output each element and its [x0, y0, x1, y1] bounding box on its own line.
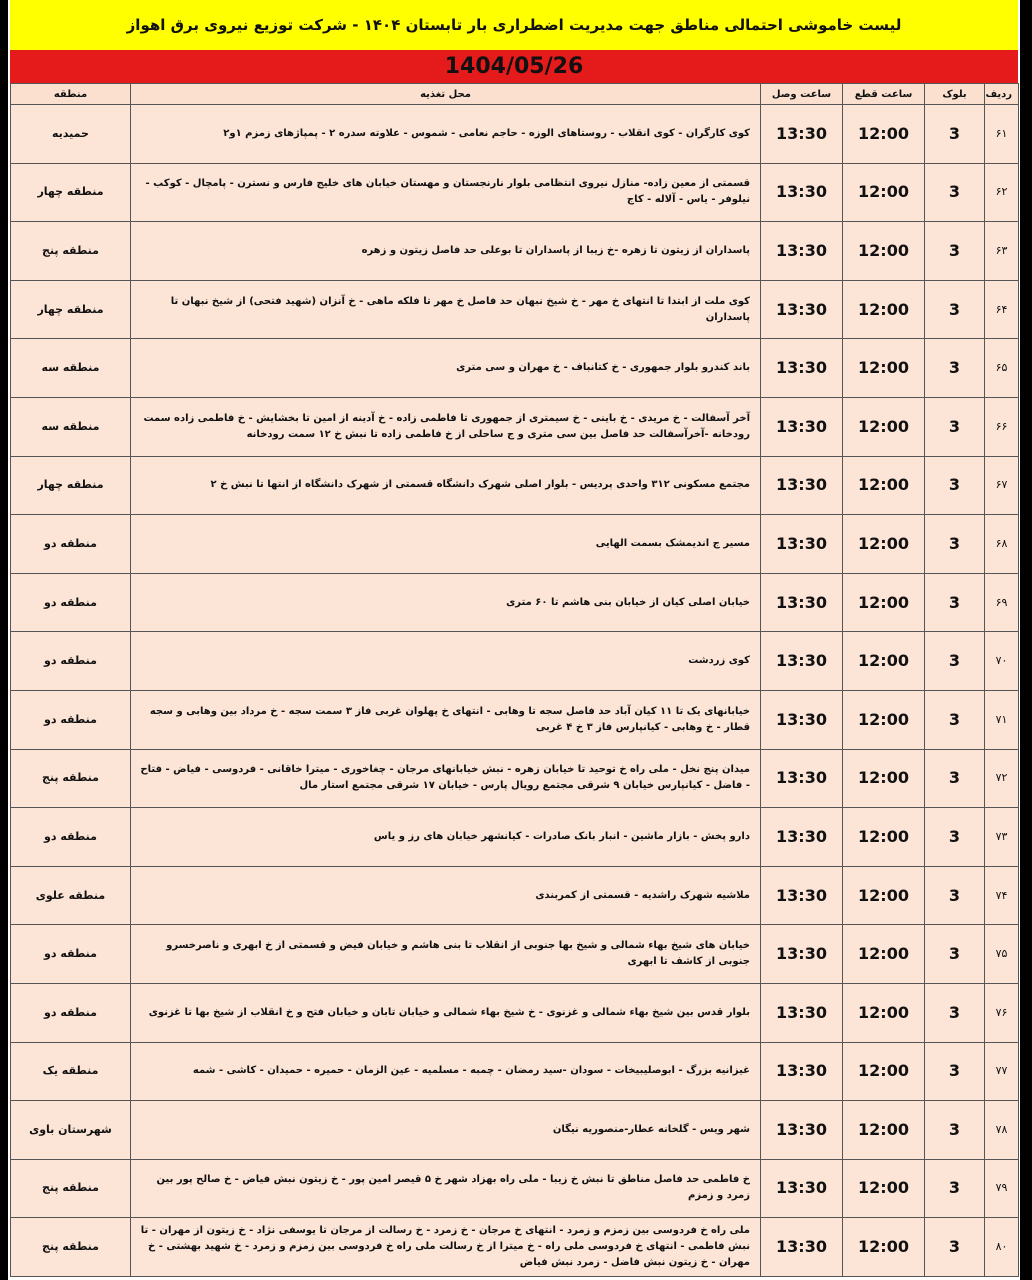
table-row — [11, 632, 1019, 691]
connect-time-cell: 13:30 — [761, 690, 843, 749]
table-row — [11, 925, 1019, 984]
table-row — [11, 1159, 1019, 1218]
connect-time-cell: 13:30 — [761, 1159, 843, 1218]
region-cell: منطقه سه — [11, 397, 131, 456]
cut-time-cell: 12:00 — [843, 632, 925, 691]
region-cell: منطقه چهار — [11, 163, 131, 222]
location-cell: مسیر ج اندیمشک بسمت الهایی — [131, 515, 761, 574]
block-cell: 3 — [925, 1218, 985, 1277]
row-number: ۷۶ — [985, 983, 1019, 1042]
row-number: ۷۴ — [985, 866, 1019, 925]
cut-time-cell: 12:00 — [843, 925, 925, 984]
cut-time-cell: 12:00 — [843, 456, 925, 515]
table-row — [11, 1218, 1019, 1277]
cut-time-cell: 12:00 — [843, 749, 925, 808]
block-cell: 3 — [925, 456, 985, 515]
location-cell: میدان پنج نخل - ملی راه خ توحید تا خیابان زهره - نبش خیابانهای مرجان - چغاخوری - میترا خاقانی - فردوسی - فیاض - فتاح - فاضل - کیانپارس خیابان ۹ شرقی مجتمع رویال پارس - خیابان ۱۷ شرقی مجتمع استار مال — [131, 749, 761, 808]
table-row — [11, 456, 1019, 515]
table-row — [11, 983, 1019, 1042]
cut-time-cell: 12:00 — [843, 1101, 925, 1160]
table-row — [11, 866, 1019, 925]
block-cell: 3 — [925, 632, 985, 691]
col-block-header: بلوک — [925, 84, 985, 105]
connect-time-cell: 13:30 — [761, 808, 843, 867]
cut-time-cell: 12:00 — [843, 866, 925, 925]
connect-time-cell: 13:30 — [761, 163, 843, 222]
table-row — [11, 749, 1019, 808]
table-row — [11, 808, 1019, 867]
cut-time-cell: 12:00 — [843, 339, 925, 398]
block-cell: 3 — [925, 163, 985, 222]
cut-time-cell: 12:00 — [843, 1218, 925, 1277]
table-row — [11, 105, 1019, 164]
connect-time-cell: 13:30 — [761, 925, 843, 984]
cut-time-cell: 12:00 — [843, 1159, 925, 1218]
region-cell: منطقه چهار — [11, 280, 131, 339]
location-cell: آخر آسفالت - خ مریدی - خ باینی - خ سیمتری از جمهوری تا فاطمی زاده - خ آدینه از امین تا بخشایش - خ فاطمی زاده سمت رودخانه -آخرآسفالت حد فاصل بین سی متری و ج ساحلی از خ فاطمی زاده تا نبش خ ۱۲ سمت رودخانه — [131, 397, 761, 456]
block-cell: 3 — [925, 749, 985, 808]
region-cell: منطقه دو — [11, 808, 131, 867]
location-cell: قسمتی از معین زاده- منازل نیروی انتظامی بلوار نارنجستان و مهستان خیابان های خلیج فارس و نسترن - پامچال - کوکب - نیلوفر - یاس - آلاله - کاج — [131, 163, 761, 222]
region-cell: منطقه یک — [11, 1042, 131, 1101]
block-cell: 3 — [925, 925, 985, 984]
cut-time-cell: 12:00 — [843, 1042, 925, 1101]
row-number: ۶۸ — [985, 515, 1019, 574]
location-cell: خیابان اصلی کیان از خیابان بنی هاشم تا ۶۰ متری — [131, 573, 761, 632]
schedule-sheet — [8, 0, 1020, 1280]
table-row — [11, 222, 1019, 281]
connect-time-cell: 13:30 — [761, 1101, 843, 1160]
cut-time-cell: 12:00 — [843, 163, 925, 222]
block-cell: 3 — [925, 983, 985, 1042]
connect-time-cell: 13:30 — [761, 866, 843, 925]
row-number: ۶۴ — [985, 280, 1019, 339]
date-banner: 1404/05/26 — [10, 50, 1018, 83]
location-cell: کوی زردشت — [131, 632, 761, 691]
cut-time-cell: 12:00 — [843, 105, 925, 164]
block-cell: 3 — [925, 222, 985, 281]
region-cell: منطقه سه — [11, 339, 131, 398]
region-cell: منطقه دو — [11, 515, 131, 574]
block-cell: 3 — [925, 866, 985, 925]
table-row — [11, 1101, 1019, 1160]
location-cell: خیابان های شیخ بهاء شمالی و شیخ بها جنوبی از انقلاب تا بنی هاشم و خیابان فیض و قسمتی از خ ابهری و ناصرخسرو جنوبی از کاشف تا ابهری — [131, 925, 761, 984]
col-connect-header: ساعت وصل — [761, 84, 843, 105]
cut-time-cell: 12:00 — [843, 222, 925, 281]
row-number: ۶۳ — [985, 222, 1019, 281]
cut-time-cell: 12:00 — [843, 690, 925, 749]
cut-time-cell: 12:00 — [843, 983, 925, 1042]
region-cell: شهرستان باوی — [11, 1101, 131, 1160]
region-cell: منطقه پنج — [11, 1159, 131, 1218]
row-number: ۷۵ — [985, 925, 1019, 984]
connect-time-cell: 13:30 — [761, 632, 843, 691]
block-cell: 3 — [925, 1101, 985, 1160]
connect-time-cell: 13:30 — [761, 1218, 843, 1277]
region-cell: منطقه چهار — [11, 456, 131, 515]
col-location-header: محل تغذیه — [131, 84, 761, 105]
table-row — [11, 1042, 1019, 1101]
location-cell: دارو پخش - بازار ماشین - انبار بانک صادرات - کیانشهر خیابان های رز و یاس — [131, 808, 761, 867]
region-cell: منطقه دو — [11, 573, 131, 632]
row-number: ۶۱ — [985, 105, 1019, 164]
region-cell: منطقه دو — [11, 983, 131, 1042]
table-row — [11, 339, 1019, 398]
table-row — [11, 690, 1019, 749]
location-cell: شهر ویس - گلخانه عطار-منصوریه نیگان — [131, 1101, 761, 1160]
block-cell: 3 — [925, 1042, 985, 1101]
connect-time-cell: 13:30 — [761, 573, 843, 632]
row-number: ۸۰ — [985, 1218, 1019, 1277]
location-cell: پاسداران از زیتون تا زهره -خ زیبا از پاسداران تا بوعلی حد فاصل زیتون و زهره — [131, 222, 761, 281]
block-cell: 3 — [925, 339, 985, 398]
block-cell: 3 — [925, 573, 985, 632]
table-row — [11, 515, 1019, 574]
connect-time-cell: 13:30 — [761, 222, 843, 281]
col-region-header: منطقه — [11, 84, 131, 105]
row-number: ۷۹ — [985, 1159, 1019, 1218]
cut-time-cell: 12:00 — [843, 808, 925, 867]
row-number: ۷۰ — [985, 632, 1019, 691]
row-number: ۷۷ — [985, 1042, 1019, 1101]
connect-time-cell: 13:30 — [761, 397, 843, 456]
block-cell: 3 — [925, 397, 985, 456]
region-cell: منطقه پنج — [11, 1218, 131, 1277]
location-cell: خیابانهای یک تا ۱۱ کیان آباد حد فاصل سجه تا وهابی - انتهای خ پهلوان غربی فاز ۳ سمت سجه - خ مرداد بین وهابی و سجه قطار - خ وهابی - کیانپارس فاز ۳ خ ۴ غربی — [131, 690, 761, 749]
connect-time-cell: 13:30 — [761, 339, 843, 398]
region-cell: منطقه علوی — [11, 866, 131, 925]
row-number: ۷۳ — [985, 808, 1019, 867]
connect-time-cell: 13:30 — [761, 456, 843, 515]
location-cell: باند کندرو بلوار جمهوری - خ کتانباف - خ مهران و سی متری — [131, 339, 761, 398]
block-cell: 3 — [925, 280, 985, 339]
row-number: ۷۱ — [985, 690, 1019, 749]
region-cell: منطقه دو — [11, 925, 131, 984]
page-title: لیست خاموشی احتمالی مناطق جهت مدیریت اضطراری بار تابستان ۱۴۰۴ - شرکت توزیع نیروی برق اهواز — [10, 0, 1018, 50]
row-number: ۶۶ — [985, 397, 1019, 456]
block-cell: 3 — [925, 808, 985, 867]
table-header-row — [11, 84, 1019, 105]
outage-table — [10, 83, 1019, 1277]
connect-time-cell: 13:30 — [761, 280, 843, 339]
location-cell: ملی راه خ فردوسی بین زمزم و زمرد - انتهای خ مرجان - خ زمرد - خ رسالت از مرجان تا یوسفی نژاد - خ زیتون از مهران - تا نبش فاطمی - انتهای خ فردوسی ملی راه - خ میترا از خ رسالت ملی راه خ فردوسی بین زمزم و زمرد - خ شهید بهشتی - خ مهران - خ زیتون نبش فاضل - زمرد نبش فیاض — [131, 1218, 761, 1277]
location-cell: مجتمع مسکونی ۳۱۲ واحدی پردیس - بلوار اصلی شهرک دانشگاه قسمتی از شهرک دانشگاه از انتها تا نبش خ ۲ — [131, 456, 761, 515]
cut-time-cell: 12:00 — [843, 573, 925, 632]
location-cell: ملاشیه شهرک راشدیه - قسمتی از کمربندی — [131, 866, 761, 925]
location-cell: بلوار قدس بین شیخ بهاء شمالی و غزنوی - خ شیخ بهاء شمالی و خیابان تابان و خیابان فتح و خ انقلاب از شیخ بها تا غزنوی — [131, 983, 761, 1042]
block-cell: 3 — [925, 1159, 985, 1218]
row-number: ۶۲ — [985, 163, 1019, 222]
location-cell: غیزانیه بزرگ - ابوصلیبیخات - سودان -سید رمضان - چمبه - مسلمیه - عین الزمان - حمیره - حمیدان - کاشی - شمه — [131, 1042, 761, 1101]
cut-time-cell: 12:00 — [843, 515, 925, 574]
row-number: ۶۹ — [985, 573, 1019, 632]
connect-time-cell: 13:30 — [761, 105, 843, 164]
table-row — [11, 573, 1019, 632]
connect-time-cell: 13:30 — [761, 515, 843, 574]
region-cell: منطقه پنج — [11, 222, 131, 281]
cut-time-cell: 12:00 — [843, 280, 925, 339]
col-row-header: ردیف — [985, 84, 1019, 105]
region-cell: منطقه دو — [11, 690, 131, 749]
row-number: ۷۸ — [985, 1101, 1019, 1160]
location-cell: کوی ملت از ابتدا تا انتهای خ مهر - خ شیخ نبهان حد فاصل خ مهر تا فلکه ماهی - خ آنزان (شهید فتحی) از شیخ نبهان تا پاسداران — [131, 280, 761, 339]
table-row — [11, 163, 1019, 222]
location-cell: کوی کارگران - کوی انقلاب - روستاهای الوزه - حاجم نعامی - شموس - علاوته سدره ۲ - پمپاژهای زمزم ۱و۲ — [131, 105, 761, 164]
connect-time-cell: 13:30 — [761, 749, 843, 808]
connect-time-cell: 13:30 — [761, 1042, 843, 1101]
col-cut-header: ساعت قطع — [843, 84, 925, 105]
table-row — [11, 280, 1019, 339]
block-cell: 3 — [925, 515, 985, 574]
location-cell: خ فاطمی حد فاصل مناطق تا نبش خ زیبا - ملی راه بهزاد شهر خ ۵ قیصر امین پور - خ زیتون نبش فیاض - خ صالح پور بین زمرد و زمزم — [131, 1159, 761, 1218]
block-cell: 3 — [925, 690, 985, 749]
connect-time-cell: 13:30 — [761, 983, 843, 1042]
row-number: ۶۵ — [985, 339, 1019, 398]
region-cell: حمیدیه — [11, 105, 131, 164]
cut-time-cell: 12:00 — [843, 397, 925, 456]
region-cell: منطقه پنج — [11, 749, 131, 808]
region-cell: منطقه دو — [11, 632, 131, 691]
block-cell: 3 — [925, 105, 985, 164]
row-number: ۷۲ — [985, 749, 1019, 808]
row-number: ۶۷ — [985, 456, 1019, 515]
table-row — [11, 397, 1019, 456]
